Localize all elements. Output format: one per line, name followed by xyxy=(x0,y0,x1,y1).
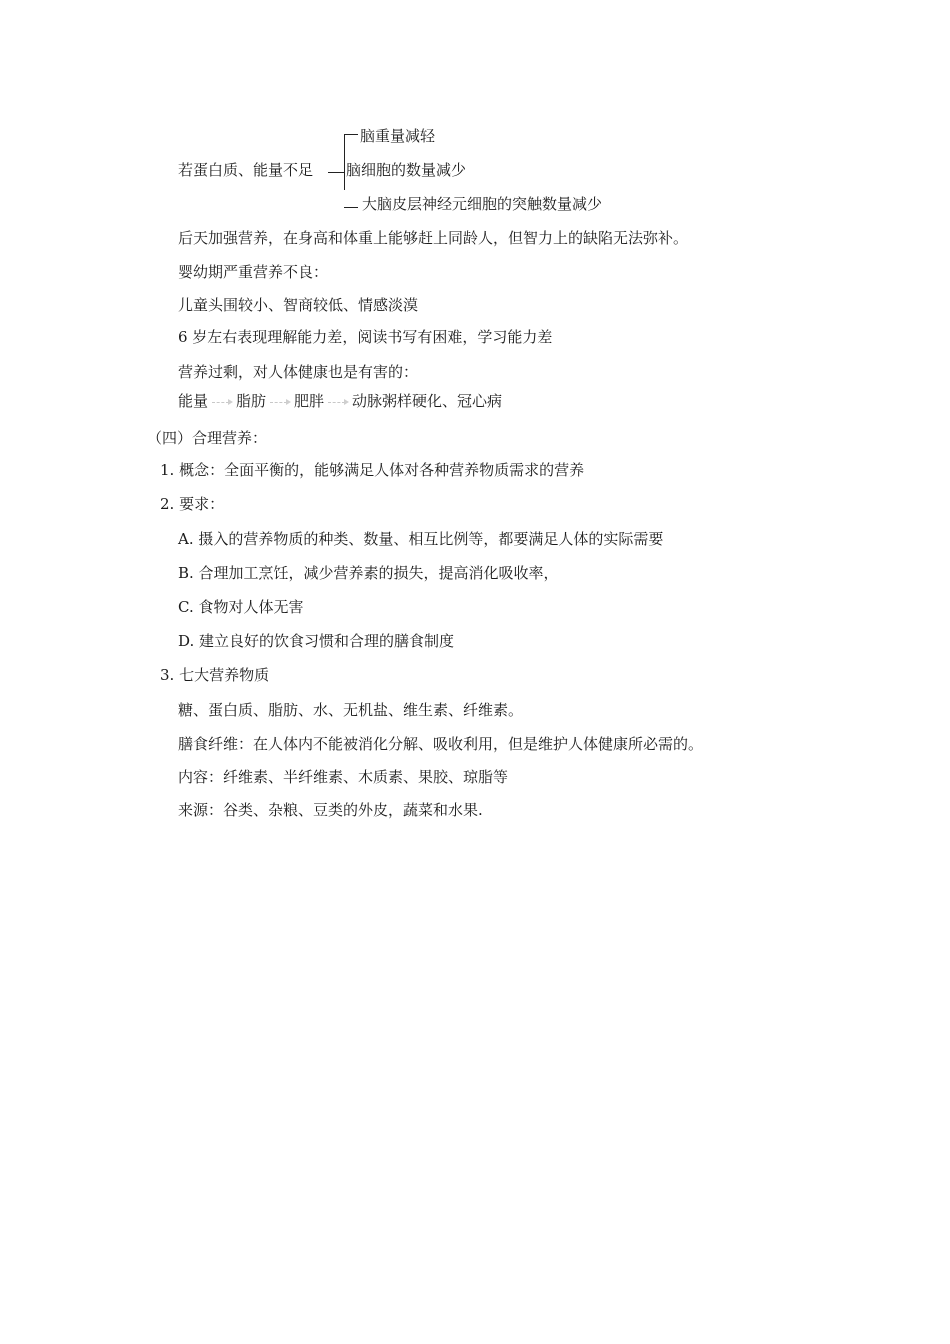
section-heading: （四）合理营养： xyxy=(147,429,268,447)
bracket-effect-2: 脑细胞的数量减少 xyxy=(346,161,467,179)
chain-disease: 动脉粥样硬化、冠心病 xyxy=(352,392,503,410)
chain-energy: 能量 xyxy=(178,392,209,410)
fiber-definition: 膳食纤维：在人体内不能被消化分解、吸收利用，但是维护人体健康所必需的。 xyxy=(178,735,704,753)
requirements-heading: 2. 要求： xyxy=(160,495,225,513)
requirement-a: A. 摄入的营养物质的种类、数量、相互比例等，都要满足人体的实际需要 xyxy=(178,530,664,548)
note-infant-heading: 婴幼期严重营养不良： xyxy=(178,263,329,281)
chain-obesity: 肥胖 xyxy=(294,392,325,410)
note-age-six: 6 岁左右表现理解能力差，阅读书写有困难，学习能力差 xyxy=(178,328,553,346)
right-arrow-icon xyxy=(326,395,350,409)
bracket-stem xyxy=(328,172,344,173)
fiber-content: 内容：纤维素、半纤维素、木质素、果胶、琼脂等 xyxy=(178,768,509,786)
seven-nutrients-heading: 3. 七大营养物质 xyxy=(160,666,270,684)
overnutrition-chain xyxy=(178,391,502,411)
note-overnutrition: 营养过剩，对人体健康也是有害的： xyxy=(178,363,419,381)
requirement-c: C. 食物对人体无害 xyxy=(178,598,304,616)
right-arrow-icon xyxy=(210,395,234,409)
requirement-b: B. 合理加工烹饪，减少营养素的损失，提高消化吸收率， xyxy=(178,564,559,582)
note-catch-up: 后天加强营养，在身高和体重上能够赶上同龄人，但智力上的缺陷无法弥补。 xyxy=(178,229,689,247)
bracket-condition: 若蛋白质、能量不足 xyxy=(178,161,314,179)
bracket-arm-bottom xyxy=(344,207,358,208)
bracket-line xyxy=(344,134,345,190)
bracket-effect-1: 脑重量减轻 xyxy=(360,127,436,145)
bracket-arm-top xyxy=(344,134,358,135)
right-arrow-icon xyxy=(268,395,292,409)
requirement-d: D. 建立良好的饮食习惯和合理的膳食制度 xyxy=(178,632,455,650)
chain-fat: 脂肪 xyxy=(236,392,267,410)
fiber-source: 来源：谷类、杂粮、豆类的外皮，蔬菜和水果. xyxy=(178,801,483,819)
concept-item: 1. 概念：全面平衡的，能够满足人体对各种营养物质需求的营养 xyxy=(160,461,585,479)
note-child-effects: 儿童头围较小、智商较低、情感淡漠 xyxy=(178,296,419,314)
seven-nutrients-list: 糖、蛋白质、脂肪、水、无机盐、维生素、纤维素。 xyxy=(178,701,524,719)
bracket-effect-3: 大脑皮层神经元细胞的突触数量减少 xyxy=(362,195,603,213)
